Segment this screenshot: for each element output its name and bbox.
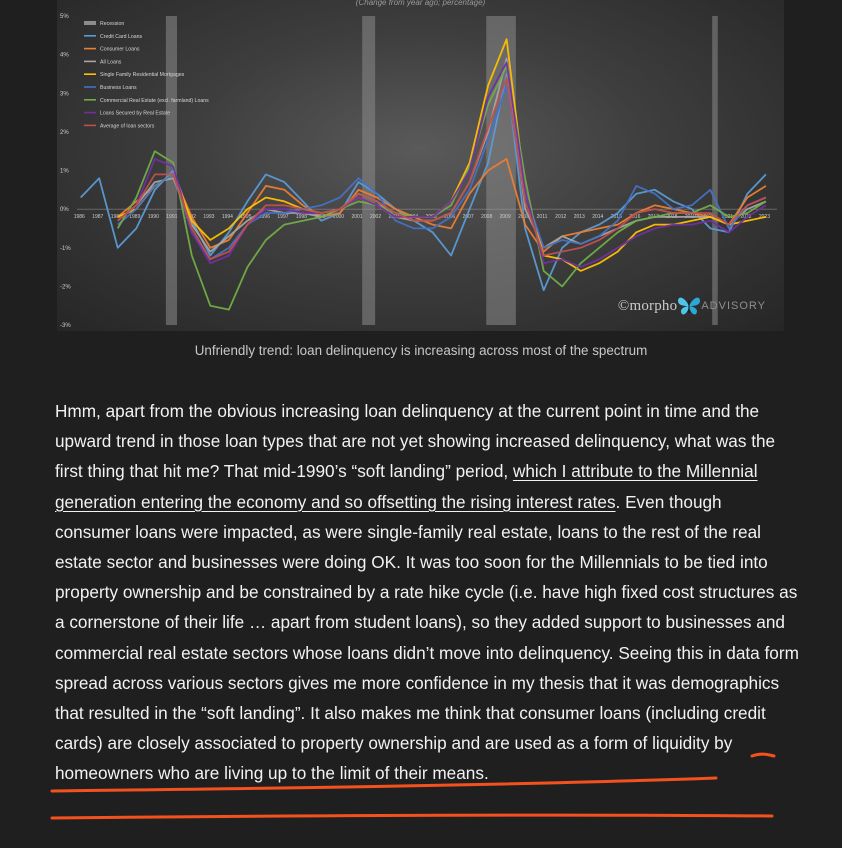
x-tick-label: 2001 xyxy=(351,214,363,221)
series-line-1 xyxy=(81,74,766,290)
chart-subtitle: (Change from year ago; percentage) xyxy=(355,0,486,7)
x-tick-label: 1996 xyxy=(258,214,271,221)
recession-band-3 xyxy=(712,16,718,325)
recession-band-2 xyxy=(486,16,516,325)
watermark xyxy=(618,295,766,317)
millennial-theory-link[interactable]: which I attribute to the Millennial generation entering the economy and so offsetting the rising interest rates xyxy=(55,461,758,512)
series-line-5 xyxy=(118,86,766,260)
x-tick-label: 1989 xyxy=(129,214,141,221)
x-tick-label: 2007 xyxy=(462,214,474,221)
watermark-text: ©morpho xyxy=(617,297,678,314)
marker-underline-3 xyxy=(52,815,772,818)
legend-label: Commercial Real Estate (excl. farmland) Loans xyxy=(100,97,209,104)
x-tick-label: 2013 xyxy=(573,214,585,221)
x-tick-label: 2018 xyxy=(666,214,678,221)
x-tick-label: 1994 xyxy=(221,214,233,221)
x-tick-label: 1988 xyxy=(110,214,122,221)
legend-label: Consumer Loans xyxy=(100,46,140,53)
y-tick-label: -2% xyxy=(60,284,71,291)
x-tick-label: 2005 xyxy=(425,214,437,221)
x-tick-label: 2015 xyxy=(610,214,622,221)
x-tick-label: 2011 xyxy=(536,214,548,221)
x-tick-label: 2012 xyxy=(555,214,567,221)
x-tick-label: 1997 xyxy=(277,214,289,221)
recession-band-1 xyxy=(362,16,375,325)
article-paragraph xyxy=(55,396,800,789)
x-tick-label: 1992 xyxy=(184,214,196,221)
legend-label: Single Family Residential Mortgages xyxy=(100,72,185,79)
x-tick-label: 2000 xyxy=(332,214,345,221)
legend-label: All Loans xyxy=(100,59,122,66)
paragraph-text-start: Hmm, apart from the obvious increasing loan delinquency at the current point in time and the upward trend in those loan types that are not yet showing increased delinquency, what was the first thing that hit me? That mid-1990’s “soft landing” period, xyxy=(55,401,776,482)
x-tick-label: 1991 xyxy=(166,214,178,221)
y-tick-label: 0% xyxy=(60,207,69,214)
delinquency-line-chart xyxy=(57,0,784,331)
y-tick-label: 4% xyxy=(60,52,69,59)
x-tick-label: 2020 xyxy=(703,214,715,221)
paragraph-text-end: . Even though consumer loans were impacted, as were single-family real estate, loans to the rest of the real estate sector and businesses were doing OK. It was too soon for the Millennials to be tied into property ownership and be constrained by a rate hike cycle (i.e. have high fixed cost structures as a cornerstone of their life … apart from student loans), so they added support to businesses and commercial real estate sectors whose loans didn’t move into delinquency. Seeing this in data form spread across various sectors gives me more confidence in my thesis that it was demographics that resulted in the “soft landing”. It also makes me think that consumer loans (including credit cards) are closely associated to property ownership and are used as a form of liquidity by homeowners who are living up to the limit of their means. xyxy=(55,491,799,784)
legend-label: Loans Secured by Real Estate xyxy=(100,110,171,117)
legend-label: Business Loans xyxy=(100,85,137,91)
legend-swatch xyxy=(84,21,96,25)
x-tick-label: 1995 xyxy=(240,214,252,221)
x-tick-label: 2008 xyxy=(481,214,493,221)
legend-label: Credit Card Loans xyxy=(100,33,143,40)
y-tick-label: 2% xyxy=(60,129,69,136)
x-tick-label: 2023 xyxy=(758,214,771,221)
x-tick-label: 2009 xyxy=(499,214,511,221)
figure-caption: Unfriendly trend: loan delinquency is increasing across most of the spectrum xyxy=(194,343,648,358)
x-tick-label: 1987 xyxy=(92,214,104,221)
x-tick-label: 1993 xyxy=(203,214,215,221)
butterfly-icon xyxy=(677,295,701,317)
x-tick-label: 1986 xyxy=(73,214,85,221)
legend-label: Recession xyxy=(100,21,125,27)
y-tick-label: 3% xyxy=(60,91,69,98)
y-tick-label: 5% xyxy=(60,14,69,20)
x-tick-label: 2022 xyxy=(740,214,752,221)
x-tick-label: 2003 xyxy=(388,214,400,221)
x-tick-label: 2021 xyxy=(721,214,733,221)
y-tick-label: 1% xyxy=(60,168,69,175)
x-tick-label: 2016 xyxy=(629,214,641,221)
x-tick-label: 2010 xyxy=(518,214,530,221)
series-line-8 xyxy=(118,78,766,259)
x-tick-label: 1998 xyxy=(295,214,308,221)
chart-image xyxy=(57,0,784,331)
y-tick-label: -3% xyxy=(60,323,71,329)
x-tick-label: 2002 xyxy=(370,214,382,221)
series-line-4 xyxy=(118,39,766,271)
x-tick-label: 1999 xyxy=(314,214,326,221)
article-body xyxy=(55,396,800,789)
x-tick-label: 2004 xyxy=(407,214,419,221)
x-tick-label: 2017 xyxy=(647,214,659,221)
legend-label: Average of loan sectors xyxy=(100,123,155,130)
y-tick-label: -1% xyxy=(60,245,71,252)
x-tick-label: 2006 xyxy=(444,214,456,221)
x-tick-label: 2014 xyxy=(592,214,604,221)
x-tick-label: 2019 xyxy=(684,214,696,221)
x-tick-label: 1990 xyxy=(147,214,159,221)
watermark-suffix: ADVISORY xyxy=(701,300,766,312)
series-line-6 xyxy=(118,66,766,309)
